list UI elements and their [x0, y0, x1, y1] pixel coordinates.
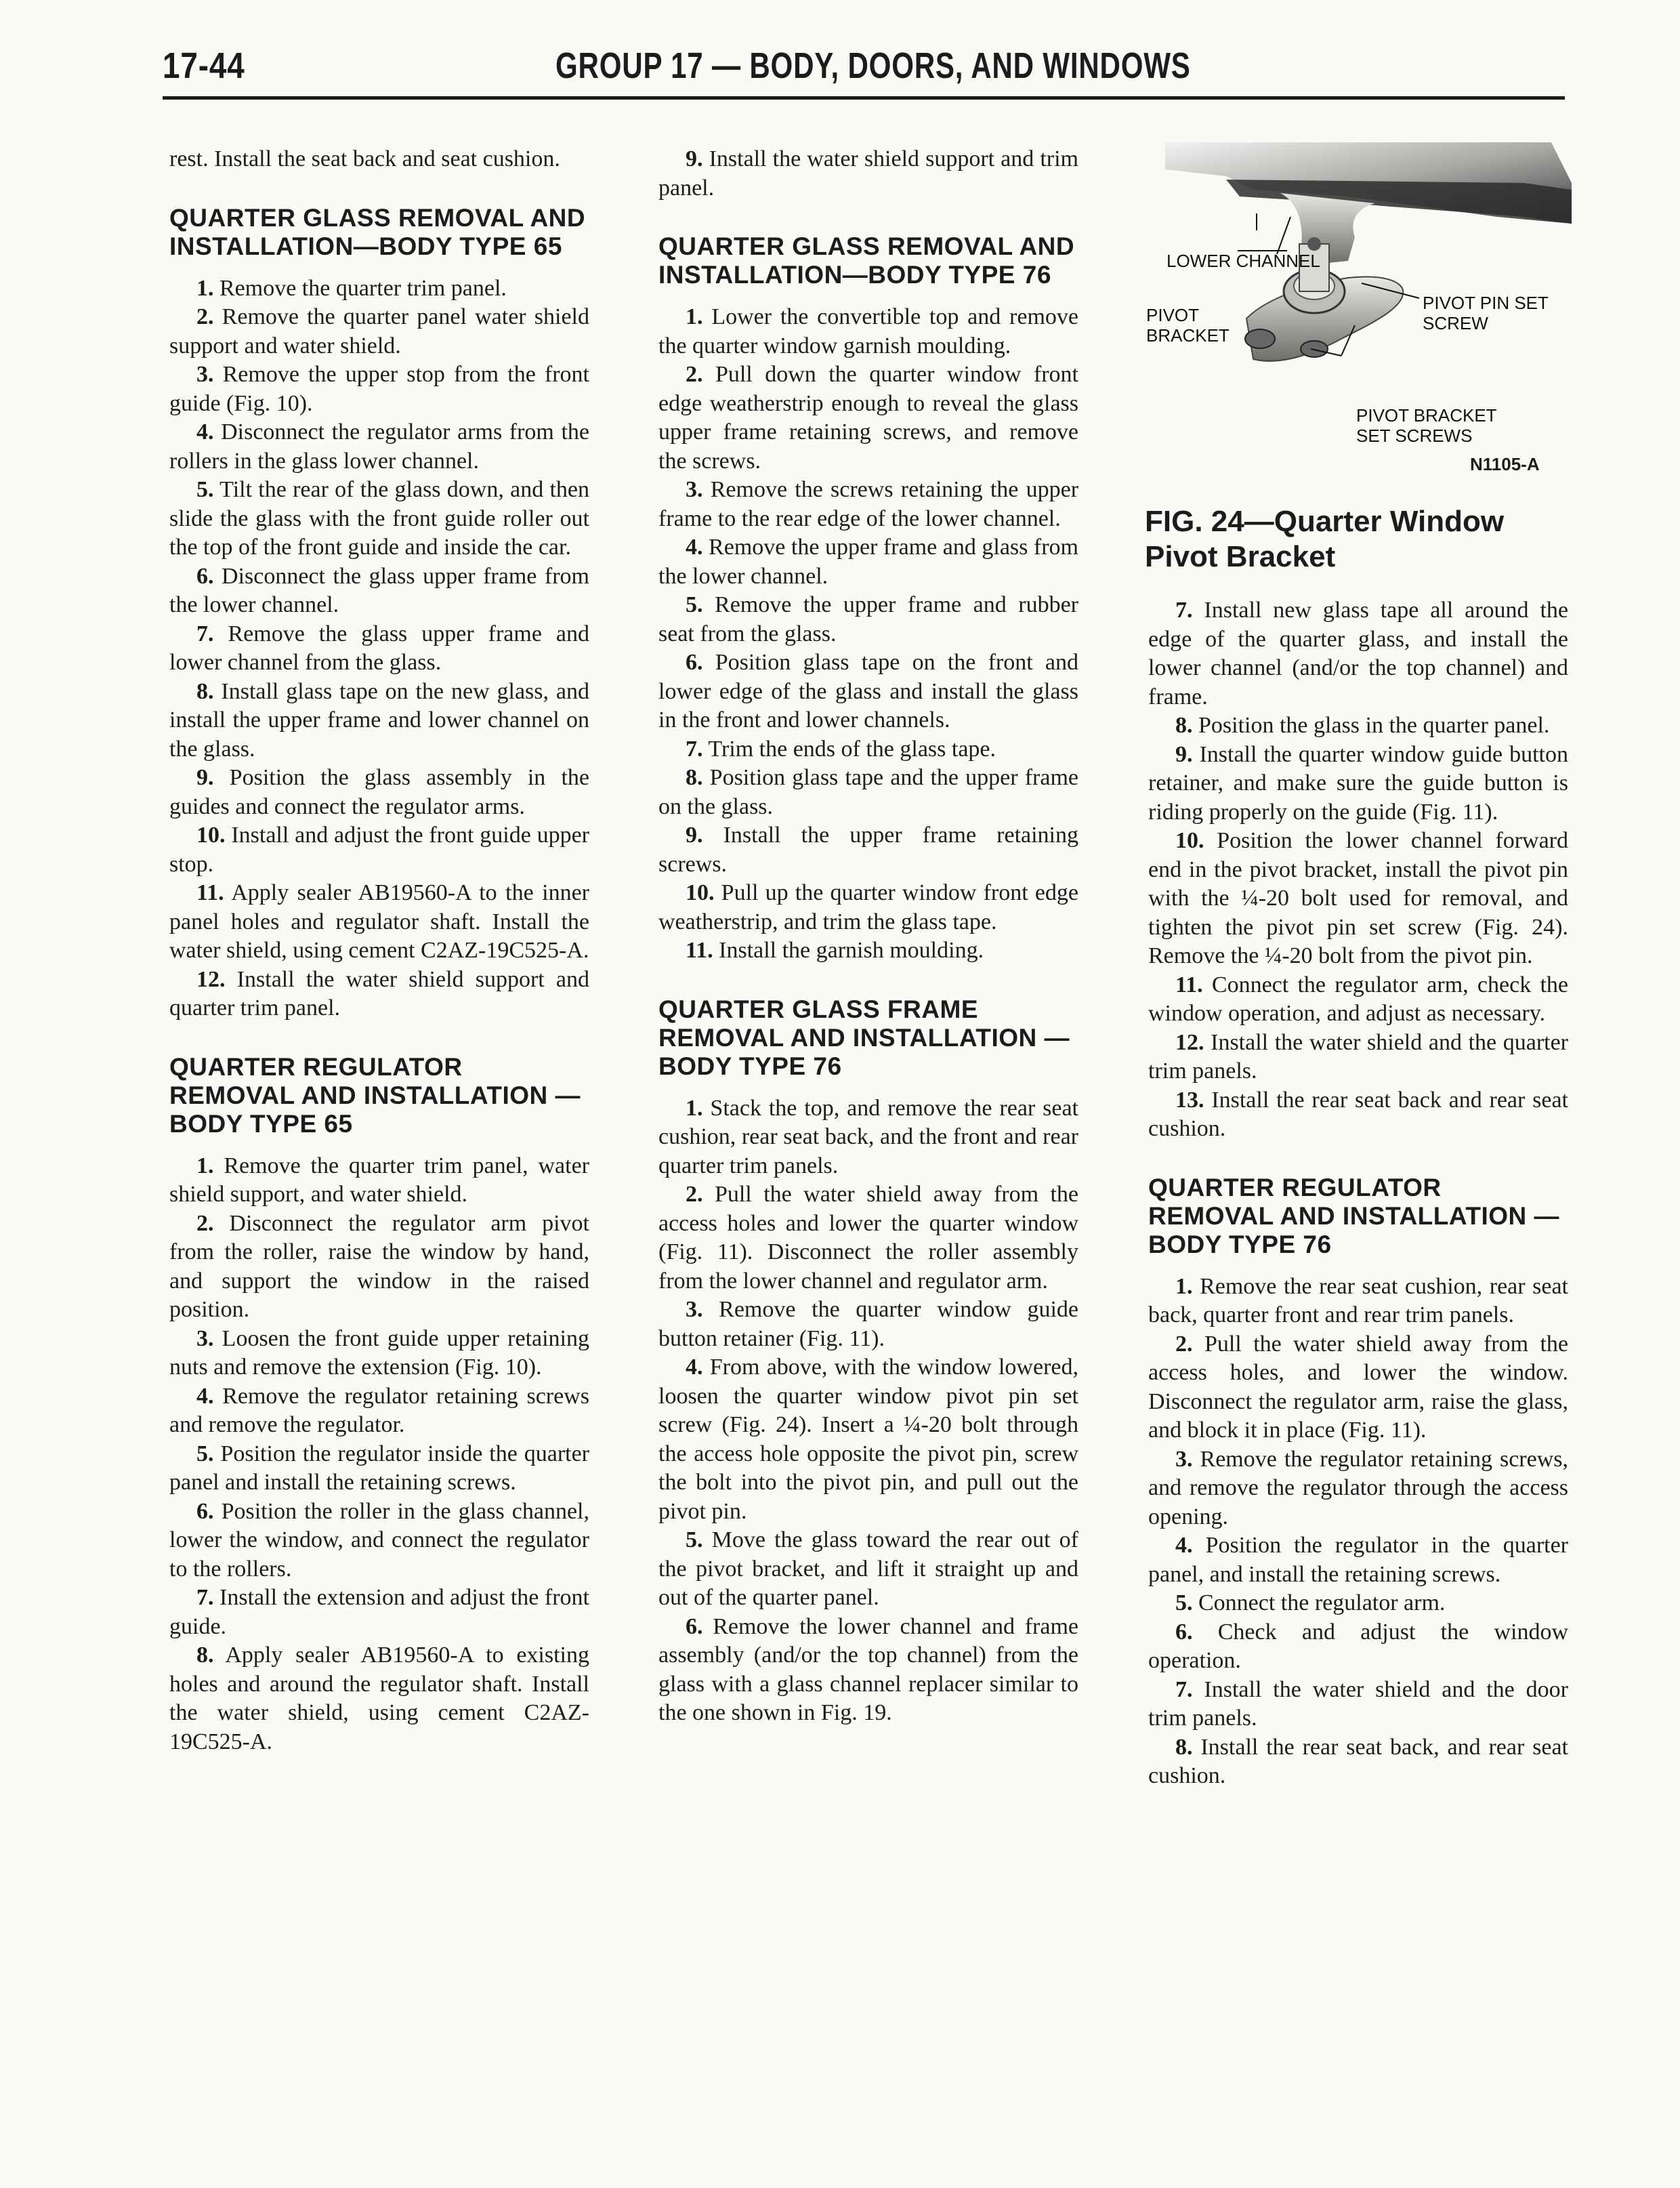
step-number: 7.	[196, 621, 214, 646]
step	[1148, 971, 1568, 1029]
step-number: 2.	[196, 1210, 214, 1236]
step-text: Install the water shield support and quarter trim panel.	[169, 966, 589, 1020]
step-text: Remove the upper frame and glass from the lower channel.	[658, 535, 1078, 589]
step-number: 1.	[1175, 1273, 1193, 1299]
step	[658, 360, 1078, 476]
step-text: Remove the lower channel and frame assembly (and/or the top channel) from the glass with a glass channel replacer similar to the one shown in Fig. 19.	[658, 1613, 1079, 1725]
step-number: 11.	[686, 938, 713, 963]
header-rule	[163, 96, 1565, 100]
section-heading: QUARTER GLASS FRAME REMOVAL AND INSTALLATION —BODY TYPE 76	[658, 995, 1070, 1080]
step-number: 5.	[1175, 1590, 1193, 1615]
step-list	[169, 1152, 589, 1757]
step-text: Apply sealer AB19560-A to the inner panel holes and regulator shaft. Install the water shield, using cement C2AZ-19C525-A.	[169, 880, 589, 963]
step-number: 8.	[1175, 1734, 1193, 1760]
step-text: Remove the quarter panel water shield support and water shield.	[169, 304, 589, 358]
step	[1148, 1273, 1568, 1330]
step	[169, 1152, 589, 1210]
section-heading: QUARTER REGULATOR REMOVAL AND INSTALLATION —BODY TYPE 76	[1148, 1173, 1560, 1258]
step-number: 8.	[196, 678, 214, 704]
section-heading: QUARTER GLASS REMOVAL AND INSTALLATION—BODY TYPE 76	[658, 232, 1075, 289]
step-text: Install glass tape on the new glass, and install the upper frame and lower channel on the glass.	[169, 678, 589, 762]
step	[658, 648, 1078, 735]
step-text: Stack the top, and remove the rear seat cushion, rear seat back, and the front and rear quarter trim panels.	[658, 1095, 1078, 1178]
step-text: Position the roller in the glass channel, lower the window, and connect the regulator to the rollers.	[169, 1498, 589, 1582]
step	[169, 764, 589, 821]
step	[169, 562, 589, 620]
step-text: Install the extension and adjust the front guide.	[169, 1585, 590, 1639]
step-text: Disconnect the regulator arms from the rollers in the glass lower channel.	[169, 419, 589, 474]
step-number: 4.	[686, 535, 703, 560]
step-text: Remove the quarter trim panel.	[219, 275, 507, 301]
step-text: Connect the regulator arm, check the window operation, and adjust as necessary.	[1148, 972, 1569, 1026]
step	[658, 1613, 1078, 1728]
step-number: 4.	[196, 1383, 214, 1409]
step-text: Trim the ends of the glass tape.	[708, 736, 996, 762]
step-text: Apply sealer AB19560-A to existing holes and around the regulator shaft. Install the water shield, using cement C2AZ-19C525-A.	[169, 1643, 589, 1754]
step-text: Position the glass assembly in the guides and connect the regulator arms.	[169, 765, 590, 819]
step-text: Remove the regulator retaining screws and remove the regulator.	[169, 1383, 589, 1437]
step-number: 6.	[686, 1613, 703, 1639]
step	[1148, 1618, 1568, 1676]
step-text: Remove the rear seat cushion, rear seat back, quarter front and rear trim panels.	[1148, 1273, 1569, 1327]
step-number: 11.	[196, 880, 224, 905]
step	[1148, 596, 1568, 711]
step-text: Position glass tape on the front and lower edge of the glass and install the glass in the front and lower channels.	[658, 650, 1079, 732]
step-number: 6.	[686, 650, 703, 675]
step	[1148, 1445, 1568, 1532]
step-text: Install the rear seat back and rear seat cushion.	[1148, 1087, 1568, 1141]
step-text: Position glass tape and the upper frame on the glass.	[658, 765, 1079, 819]
step	[169, 1382, 589, 1440]
step-text: Pull the water shield away from the access holes and lower the quarter window (Fig. 11). Disconnect the roller assembly from the lower channel and regulator arm.	[658, 1182, 1079, 1294]
step-text: Install the rear seat back, and rear seat cushion.	[1148, 1734, 1568, 1788]
step	[1148, 1086, 1568, 1144]
step-number: 3.	[196, 1325, 214, 1351]
step	[1148, 1589, 1568, 1618]
label-lower-channel: LOWER CHANNEL	[1167, 251, 1320, 271]
step-number: 1.	[196, 1153, 214, 1178]
step	[169, 879, 589, 966]
step	[658, 1353, 1078, 1526]
step-number: 5.	[686, 592, 703, 617]
step-number: 12.	[196, 966, 226, 992]
step-number: 3.	[686, 477, 703, 502]
step	[169, 1641, 589, 1756]
step	[1148, 1330, 1568, 1445]
label-pivot-pin-set-screw: PIVOT PIN SET SCREW	[1423, 293, 1549, 333]
step	[1148, 827, 1568, 971]
step-text: Install the water shield and the door trim panels.	[1148, 1676, 1568, 1731]
step	[169, 1440, 589, 1498]
step	[169, 418, 589, 476]
step	[169, 1210, 589, 1325]
section-heading: QUARTER REGULATOR REMOVAL AND INSTALLATION —BODY TYPE 65	[169, 1052, 581, 1138]
column-middle	[658, 145, 1078, 1728]
step-text: Position the regulator inside the quarter panel and install the retaining screws.	[169, 1441, 590, 1495]
step-text: Connect the regulator arm.	[1198, 1590, 1446, 1615]
step-text: Disconnect the glass upper frame from the lower channel.	[169, 563, 590, 617]
step	[169, 476, 589, 562]
continued-text: rest. Install the seat back and seat cushion.	[169, 146, 560, 171]
step-text: Remove the regulator retaining screws, and remove the regulator through the access opening.	[1148, 1446, 1568, 1529]
step	[658, 476, 1078, 533]
step	[1148, 1029, 1568, 1086]
step-number: 4.	[686, 1355, 703, 1380]
step-text: Pull down the quarter window front edge weatherstrip enough to reveal the glass upper frame retaining screws, and remove the screws.	[658, 362, 1079, 474]
step	[169, 1584, 589, 1641]
step-number: 6.	[1175, 1619, 1193, 1645]
step-number: 8.	[686, 765, 703, 790]
step	[658, 936, 1078, 966]
step-text: Tilt the rear of the glass down, and then slide the glass with the front guide roller out the top of the front guide and inside the car.	[169, 477, 589, 560]
step	[169, 274, 589, 304]
step-text: Remove the glass upper frame and lower channel from the glass.	[169, 621, 589, 675]
step-text: Remove the upper frame and rubber seat from the glass.	[658, 592, 1079, 646]
step-number: 4.	[196, 419, 214, 445]
step-number: 6.	[196, 563, 214, 589]
step-text: Move the glass toward the rear out of the pivot bracket, and lift it straight up and out of the quarter panel.	[658, 1527, 1079, 1610]
step-number: 9.	[1175, 741, 1193, 767]
step-number: 1.	[196, 275, 214, 301]
step-list	[1148, 596, 1568, 1144]
figure-code: N1105-A	[1470, 454, 1540, 474]
step	[658, 764, 1078, 821]
step-number: 10.	[196, 823, 226, 848]
step	[658, 821, 1078, 879]
step-list	[658, 303, 1078, 966]
step-list	[1148, 1273, 1568, 1791]
step	[169, 620, 589, 678]
step-text: Position the glass in the quarter panel.	[1198, 713, 1550, 738]
step-number: 8.	[196, 1643, 214, 1668]
step-list	[658, 1094, 1078, 1728]
page-header	[163, 45, 1565, 99]
step-text: From above, with the window lowered, loosen the quarter window pivot pin set screw (Fig. 24). Insert a ¼-20 bolt through the access hole opposite the pivot pin, screw the bolt into the pivot pin, and pull out the pivot pin.	[658, 1355, 1078, 1524]
step	[1148, 1676, 1568, 1733]
step-text: Remove the upper stop from the front guide (Fig. 10).	[169, 362, 590, 416]
step-text: Install the quarter window guide button retainer, and make sure the guide button is riding properly on the guide (Fig. 11).	[1148, 741, 1568, 825]
step-list	[169, 274, 589, 1023]
step	[658, 145, 1078, 203]
step-number: 7.	[1175, 598, 1193, 623]
step-number: 13.	[1175, 1087, 1204, 1113]
step-number: 7.	[196, 1585, 214, 1610]
step	[658, 591, 1078, 648]
figure-caption: FIG. 24—Quarter Window Pivot Bracket	[1145, 505, 1505, 573]
step	[1148, 1531, 1568, 1589]
step-number: 10.	[686, 880, 715, 905]
step-number: 5.	[196, 477, 214, 502]
column-left	[169, 145, 589, 1756]
step	[169, 966, 589, 1023]
step-number: 10.	[1175, 828, 1204, 853]
step-number: 9.	[196, 765, 214, 790]
step-number: 7.	[1175, 1676, 1193, 1702]
step-number: 1.	[686, 1095, 703, 1121]
step	[658, 735, 1078, 764]
step-number: 4.	[1175, 1533, 1193, 1558]
step-number: 3.	[1175, 1446, 1193, 1472]
step	[169, 303, 589, 360]
step	[658, 533, 1078, 591]
step-text: Install the water shield support and trim panel.	[658, 146, 1078, 201]
step-text: Disconnect the regulator arm pivot from the roller, raise the window by hand, and support the window in the raised position.	[169, 1210, 589, 1322]
figure-pivot-bracket	[1145, 142, 1572, 481]
step-text: Position the regulator in the quarter panel, and install the retaining screws.	[1148, 1533, 1569, 1587]
step-number: 2.	[686, 1182, 703, 1207]
label-pivot-bracket: PIVOT BRACKET	[1146, 305, 1230, 346]
step-text: Install the garnish moulding.	[719, 938, 984, 963]
page-number: 17-44	[163, 45, 245, 86]
group-title: GROUP 17 — BODY, DOORS, AND WINDOWS	[555, 45, 1191, 86]
step	[658, 1526, 1078, 1613]
step	[658, 1180, 1078, 1296]
step	[1148, 1733, 1568, 1791]
step-number: 8.	[1175, 713, 1193, 738]
step-number: 5.	[686, 1527, 703, 1552]
step	[169, 360, 589, 418]
column-right	[1148, 596, 1568, 1791]
step-number: 9.	[686, 823, 703, 848]
step	[658, 879, 1078, 936]
step	[1148, 711, 1568, 741]
step-text: Pull up the quarter window front edge weatherstrip, and trim the glass tape.	[658, 880, 1079, 934]
step-text: Remove the quarter trim panel, water shield support, and water shield.	[169, 1153, 589, 1207]
step-number: 6.	[196, 1498, 214, 1524]
step-number: 2.	[1175, 1331, 1193, 1357]
step-text: Lower the convertible top and remove the quarter window garnish moulding.	[658, 304, 1079, 358]
step-text: Remove the quarter window guide button retainer (Fig. 11).	[658, 1297, 1078, 1351]
step	[658, 1296, 1078, 1353]
step-text: Pull the water shield away from the access holes, and lower the window. Disconnect the regulator arm, raise the glass, and block it in place (Fig. 11).	[1148, 1331, 1569, 1443]
step-number: 7.	[686, 736, 703, 762]
step-number: 3.	[196, 362, 214, 387]
step-text: Loosen the front guide upper retaining nuts and remove the extension (Fig. 10).	[169, 1325, 590, 1380]
step	[658, 1094, 1078, 1181]
step-number: 9.	[686, 146, 703, 171]
step-text: Install new glass tape all around the edge of the quarter glass, and install the lower channel (and/or the top channel) and frame.	[1148, 598, 1568, 709]
step	[658, 303, 1078, 360]
step-number: 11.	[1175, 972, 1203, 997]
label-pivot-bracket-set-screws: PIVOT BRACKET SET SCREWS	[1356, 405, 1497, 446]
step-number: 5.	[196, 1441, 214, 1466]
step-number: 2.	[196, 304, 214, 329]
step-text: Position the lower channel forward end in the pivot bracket, install the pivot pin with the ¼-20 bolt used for removal, and tighten the pivot pin set screw (Fig. 24). Remove the ¼-20 bolt from the pivot pin.	[1148, 828, 1568, 968]
step	[169, 1325, 589, 1382]
step-text: Install the upper frame retaining screws.	[658, 823, 1078, 877]
step-text: Remove the screws retaining the upper frame to the rear edge of the lower channel.	[658, 477, 1079, 531]
step	[169, 821, 589, 879]
step-text: Install and adjust the front guide upper stop.	[169, 823, 590, 877]
step	[169, 1498, 589, 1584]
section-heading: QUARTER GLASS REMOVAL AND INSTALLATION—BODY TYPE 65	[169, 203, 586, 260]
step-number: 1.	[686, 304, 703, 329]
step	[1148, 741, 1568, 827]
step	[169, 678, 589, 764]
step-number: 12.	[1175, 1029, 1204, 1055]
step-number: 2.	[686, 362, 703, 387]
step-text: Check and adjust the window operation.	[1148, 1619, 1568, 1673]
step-text: Install the water shield and the quarter trim panels.	[1148, 1029, 1569, 1083]
step-number: 3.	[686, 1297, 703, 1322]
